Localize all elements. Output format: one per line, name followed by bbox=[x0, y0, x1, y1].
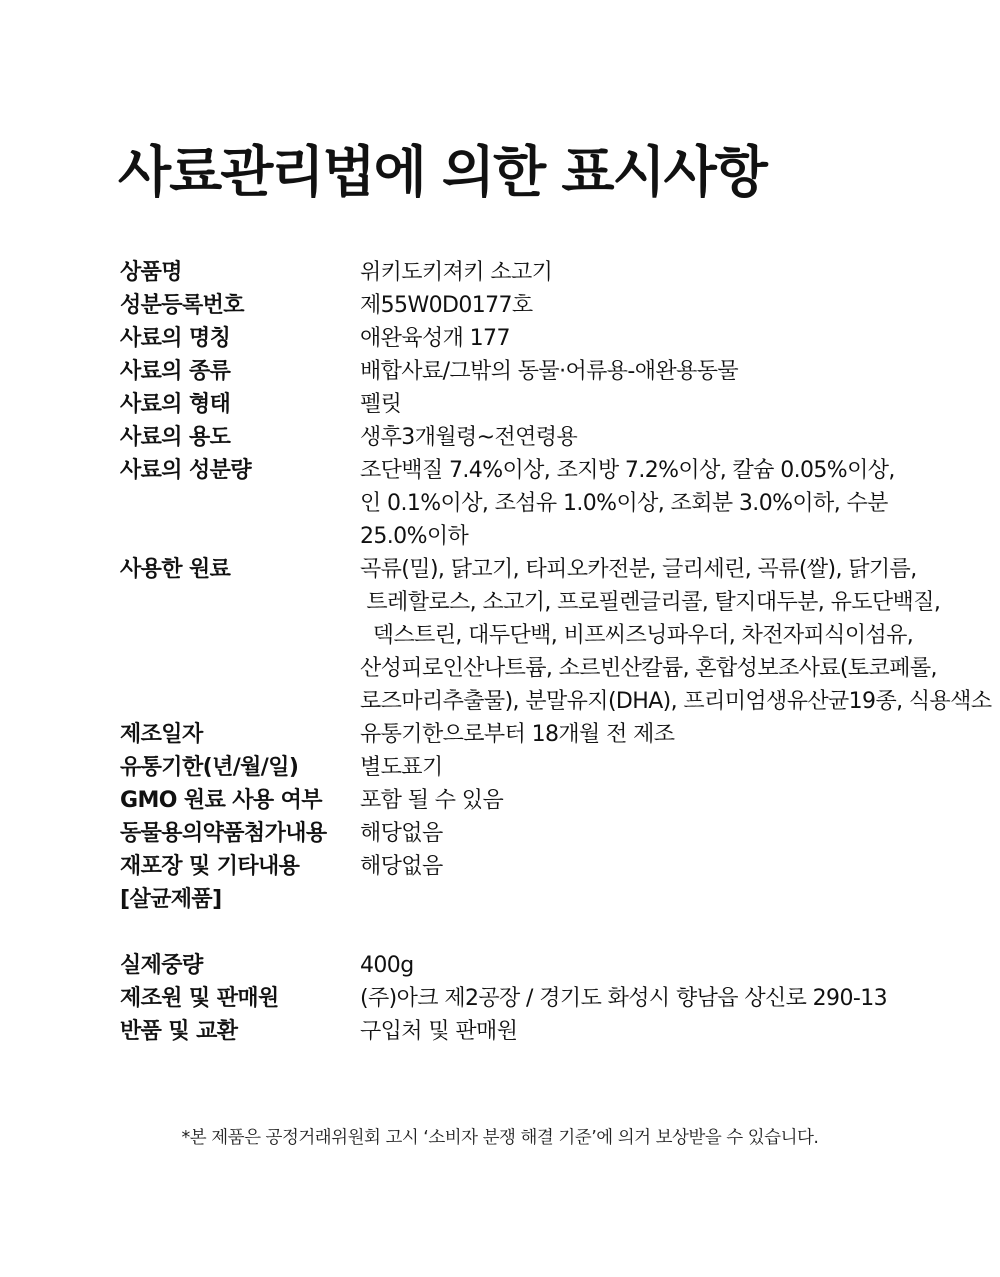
info-row bbox=[120, 784, 895, 817]
row-value-line: 생후3개월령~전연령용 bbox=[360, 425, 578, 450]
row-label: 사료의 형태 bbox=[120, 392, 231, 417]
row-value bbox=[360, 454, 895, 553]
row-value-line: 해당없음 bbox=[360, 821, 443, 846]
info-row bbox=[120, 883, 895, 916]
row-value bbox=[360, 817, 895, 850]
info-row bbox=[120, 322, 895, 355]
row-value-line: 25.0%이하 bbox=[360, 524, 469, 549]
row-value bbox=[360, 289, 895, 322]
footnote: *본 제품은 공정거래위원회 고시 ‘소비자 분쟁 해결 기준’에 의거 보상받을 수 있습니다. bbox=[181, 1128, 819, 1148]
row-label: 실제중량 bbox=[120, 953, 203, 978]
row-value-line: 산성피로인산나트륨, 소르빈산칼륨, 혼합성보조사료(토코페롤, bbox=[360, 656, 937, 681]
info-row bbox=[120, 355, 895, 388]
row-value bbox=[360, 718, 895, 751]
row-label: 제조원 및 판매원 bbox=[120, 986, 279, 1011]
row-label: 유통기한(년/월/일) bbox=[120, 755, 299, 780]
row-value-line: 펠릿 bbox=[360, 392, 402, 417]
row-value bbox=[360, 883, 895, 916]
row-value-line: 해당없음 bbox=[360, 854, 443, 879]
row-value-line: 곡류(밀), 닭고기, 타피오카전분, 글리세린, 곡류(쌀), 닭기름, bbox=[360, 557, 917, 582]
row-label: 동물용의약품첨가내용 bbox=[120, 821, 327, 846]
row-value-line: 포함 될 수 있음 bbox=[360, 788, 504, 813]
row-value bbox=[360, 1015, 895, 1048]
row-label: 상품명 bbox=[120, 260, 182, 285]
row-value-line bbox=[360, 916, 895, 949]
info-row bbox=[120, 421, 895, 454]
row-value bbox=[360, 256, 895, 289]
info-row bbox=[120, 916, 895, 949]
row-label: 성분등록번호 bbox=[120, 293, 244, 318]
row-value-line: 덱스트린, 대두단백, 비프씨즈닝파우더, 차전자피식이섬유, bbox=[360, 623, 914, 648]
row-value bbox=[360, 916, 895, 949]
info-row bbox=[120, 850, 895, 883]
row-value bbox=[360, 553, 992, 718]
row-value-line: 별도표기 bbox=[360, 755, 443, 780]
info-row bbox=[120, 718, 895, 751]
row-value bbox=[360, 982, 895, 1015]
row-value bbox=[360, 949, 895, 982]
row-value-line: 애완육성개 177 bbox=[360, 326, 510, 351]
info-row bbox=[120, 817, 895, 850]
row-label: 반품 및 교환 bbox=[120, 1019, 238, 1044]
row-value-line: 위키도키져키 소고기 bbox=[360, 260, 553, 285]
row-label: 제조일자 bbox=[120, 722, 203, 747]
info-row bbox=[120, 289, 895, 322]
info-row bbox=[120, 388, 895, 421]
row-label bbox=[120, 916, 360, 949]
info-row bbox=[120, 751, 895, 784]
row-value bbox=[360, 784, 895, 817]
info-row bbox=[120, 454, 895, 553]
info-row bbox=[120, 1015, 895, 1048]
row-value bbox=[360, 322, 895, 355]
row-label: GMO 원료 사용 여부 bbox=[120, 788, 322, 813]
row-value bbox=[360, 355, 895, 388]
row-label: 사료의 종류 bbox=[120, 359, 231, 384]
row-value bbox=[360, 388, 895, 421]
row-label: 재포장 및 기타내용 bbox=[120, 854, 300, 879]
row-value-line bbox=[360, 883, 895, 916]
row-value bbox=[360, 850, 895, 883]
row-value-line: 인 0.1%이상, 조섬유 1.0%이상, 조회분 3.0%이하, 수분 bbox=[360, 491, 888, 516]
product-info-table bbox=[120, 256, 992, 1048]
row-label: 사료의 성분량 bbox=[120, 458, 251, 483]
row-value-line: 400g bbox=[360, 953, 414, 978]
row-label: 사용한 원료 bbox=[120, 557, 231, 582]
info-row bbox=[120, 949, 895, 982]
page-title: 사료관리법에 의한 표시사항 bbox=[118, 140, 766, 204]
info-row bbox=[120, 553, 992, 718]
row-label: [살균제품] bbox=[120, 887, 222, 912]
info-row bbox=[120, 982, 895, 1015]
row-label: 사료의 명칭 bbox=[120, 326, 231, 351]
info-row bbox=[120, 256, 895, 289]
row-value bbox=[360, 421, 895, 454]
row-value bbox=[360, 751, 895, 784]
row-value-line: 구입처 및 판매원 bbox=[360, 1019, 518, 1044]
row-value-line: (주)아크 제2공장 / 경기도 화성시 향남읍 상신로 290-13 bbox=[360, 986, 887, 1011]
row-value-line: 유통기한으로부터 18개월 전 제조 bbox=[360, 722, 675, 747]
row-value-line: 제55W0D0177호 bbox=[360, 293, 533, 318]
row-value-line: 배합사료/그밖의 동물·어류용-애완용동물 bbox=[360, 359, 739, 384]
row-value-line: 로즈마리추출물), 분말유지(DHA), 프리미엄생유산균19종, 식용색소 bbox=[360, 689, 992, 714]
row-label: 사료의 용도 bbox=[120, 425, 231, 450]
row-value-line: 조단백질 7.4%이상, 조지방 7.2%이상, 칼슘 0.05%이상, bbox=[360, 458, 895, 483]
row-value-line: 트레할로스, 소고기, 프로필렌글리콜, 탈지대두분, 유도단백질, bbox=[360, 590, 941, 615]
